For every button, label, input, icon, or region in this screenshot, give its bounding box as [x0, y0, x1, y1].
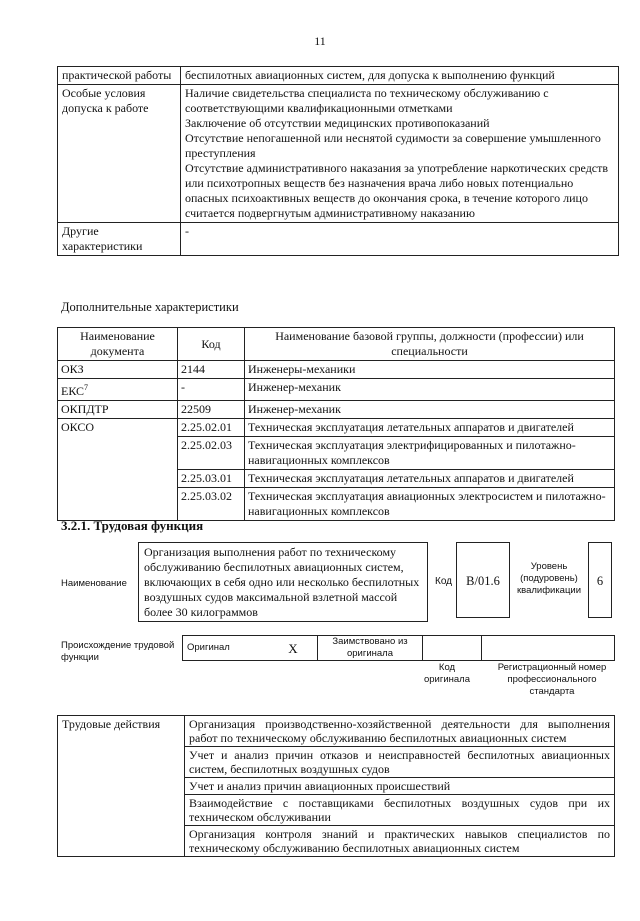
header-name: Наименование базовой группы, должности (профессии) или специальности: [245, 328, 615, 361]
requirements-table: [57, 66, 619, 256]
code-original-label: Код оригинала: [423, 662, 470, 685]
code-cell: 2.25.03.02: [178, 488, 245, 521]
doc-cell: ОКПДТР: [58, 401, 178, 419]
table-row: [58, 85, 619, 223]
doc-text: ЕКС: [61, 384, 85, 398]
name-label: Наименование: [61, 578, 127, 589]
condition-line: Наличие свидетельства специалиста по техническому обслуживанию с соответствующими квалификационными отметками: [185, 86, 549, 115]
labor-action: Организация производственно-хозяйственной деятельности для выполнения работ по техническому обслуживанию беспилотных авиационных систем: [185, 716, 615, 747]
original-mark: X: [269, 636, 318, 661]
code-original-cell: [423, 636, 482, 661]
level-box: 6: [588, 542, 612, 618]
original-label: Оригинал: [183, 636, 270, 661]
labor-action: Взаимодействие с поставщиками беспилотных воздушных судов при их техническом обслуживании: [185, 795, 615, 826]
table-row: [58, 716, 615, 747]
labor-action: Учет и анализ причин авиационных происшествий: [185, 778, 615, 795]
table-row: [58, 361, 615, 379]
code-label: Код: [435, 576, 453, 587]
reg-number-cell: [482, 636, 615, 661]
name-cell: Инженер-механик: [245, 379, 615, 401]
name-cell: Техническая эксплуатация летательных аппаратов и двигателей: [245, 470, 615, 488]
origin-label: Происхождение трудовой функции: [61, 640, 175, 663]
header-code: Код: [178, 328, 245, 361]
labor-action: Учет и анализ причин отказов и неисправностей беспилотных авиационных систем, беспилотных воздушных судов: [185, 747, 615, 778]
table-row: [58, 401, 615, 419]
section-subtitle: Дополнительные характеристики: [61, 300, 239, 314]
labor-actions-label: Трудовые действия: [58, 716, 185, 857]
row-label: Особые условия допуска к работе: [58, 85, 181, 223]
labor-action: Организация контроля знаний и практических навыков специалистов по техническому обслуживанию беспилотных авиационных систем: [185, 826, 615, 857]
name-cell: Техническая эксплуатация летательных аппаратов и двигателей: [245, 419, 615, 437]
name-cell: Техническая эксплуатация авиационных электросистем и пилотажно-навигационных комплексов: [245, 488, 615, 521]
table-row: [58, 379, 615, 401]
code-cell: 2144: [178, 361, 245, 379]
code-cell: 22509: [178, 401, 245, 419]
footnote-mark: 7: [84, 383, 89, 392]
doc-cell: ОКСО: [58, 419, 178, 521]
function-heading: 3.2.1. Трудовая функция: [61, 518, 204, 533]
table-row: [58, 67, 619, 85]
code-cell: -: [178, 379, 245, 401]
table-row: [183, 636, 615, 661]
name-cell: Инженер-механик: [245, 401, 615, 419]
additional-characteristics-table: [57, 327, 615, 521]
labor-actions-table: [57, 715, 615, 857]
header-doc: Наименование документа: [58, 328, 178, 361]
doc-cell: [58, 379, 178, 401]
condition-line: Заключение об отсутствии медицинских противопоказаний: [185, 116, 490, 130]
table-header-row: [58, 328, 615, 361]
row-value: беспилотных авиационных систем, для допуска к выполнению функций: [181, 67, 619, 85]
table-row: [58, 223, 619, 256]
doc-cell: ОКЗ: [58, 361, 178, 379]
name-cell: Техническая эксплуатация электрифицированных и пилотажно-навигационных комплексов: [245, 437, 615, 470]
table-row: [58, 419, 615, 437]
origin-table: [182, 635, 615, 661]
function-code-box: B/01.6: [456, 542, 510, 618]
reg-number-label: Регистрационный номер профессионального стандарта: [497, 662, 607, 697]
condition-line: Отсутствие непогашенной или неснятой судимости за совершение умышленного преступления: [185, 131, 601, 160]
function-name-box: Организация выполнения работ по техническому обслуживанию беспилотных авиационных систем, включающих в себя одно или несколько беспилотных воздушных судов максимальной взлетной массой более 30 килограммов: [138, 542, 428, 622]
row-label: Другие характеристики: [58, 223, 181, 256]
level-label: Уровень (подуровень) квалификации: [516, 561, 582, 596]
code-cell: 2.25.03.01: [178, 470, 245, 488]
code-cell: 2.25.02.03: [178, 437, 245, 470]
borrowed-label: Заимствовано из оригинала: [318, 636, 423, 661]
row-label: практической работы: [58, 67, 181, 85]
page-number: 11: [314, 34, 326, 48]
condition-line: Отсутствие административного наказания за употребление наркотических средств или психотропных веществ без назначения врача либо новых потенциально опасных психоактивных веществ до окончания срока, в течение которого лицо считается подвергнутым административному наказанию: [185, 161, 609, 220]
row-value: -: [181, 223, 619, 256]
code-cell: 2.25.02.01: [178, 419, 245, 437]
row-value: [181, 85, 619, 223]
name-cell: Инженеры-механики: [245, 361, 615, 379]
